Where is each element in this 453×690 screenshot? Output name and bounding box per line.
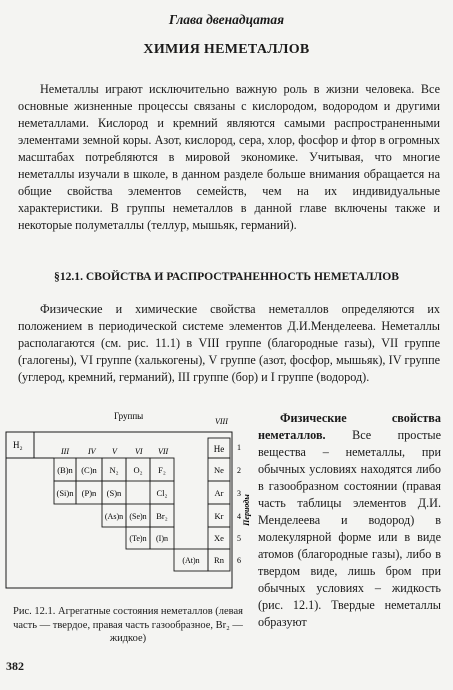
- cell-label: (Si)n: [56, 488, 74, 498]
- cell-label: (Te)n: [129, 534, 147, 543]
- figure-caption: Рис. 12.1. Агрегатные состояния неметаллов (левая часть — твердое, правая часть газообразное, Br₂ — жидкое): [13, 606, 243, 644]
- cell-label: Xe: [214, 533, 224, 543]
- paragraph-body: Все простые вещества – неметаллы, при обычных условиях находятся либо в газообразном состоянии (правая часть таблицы элементов Д.И. Менделеева и водород) в молекулярной форме или в виде атомов (благородные газы), либо в твердом виде, лишь бром при обычных условиях – жидкость (рис. 12.1). Твердые неметаллы образуют: [258, 428, 441, 629]
- period-number-4: 4: [237, 512, 241, 521]
- f2-cell: [150, 458, 174, 481]
- cell-label: He: [213, 444, 225, 454]
- cell-label: Rn: [214, 555, 224, 565]
- s-cell: [102, 481, 126, 504]
- period-number-3: 3: [237, 489, 241, 498]
- period-number-2: 2: [237, 466, 241, 475]
- paragraph-properties: Физические и химические свойства неметаллов определяются их положением в периодической системе элементов Д.И.Менделеева. Неметаллы располагаются (см. рис. 11.1) в VIII группе (благородные газы), VII группе (галогены), VI группе (халькогены), V группе (азот, фосфор, мышьяк), IV группе (углерод, кремний, германий), III группе (бор) и I группе (водород).: [18, 302, 440, 384]
- cell-label: Kr: [214, 511, 224, 521]
- cell-label: (I)n: [156, 534, 168, 543]
- cell-label: O₂: [133, 465, 143, 475]
- te-cell: [126, 527, 150, 549]
- section-heading: ХИМИЯ НЕМЕТАЛЛОВ: [143, 42, 310, 57]
- group-numeral-iii: III: [61, 447, 69, 456]
- rn-cell: [208, 549, 230, 571]
- b-cell: [54, 458, 76, 481]
- as-cell: [102, 504, 126, 527]
- cell-label: Ar: [214, 488, 224, 498]
- period-number-6: 6: [237, 556, 241, 565]
- cell-label: (C)n: [81, 465, 97, 475]
- cell-label: (At)n: [182, 556, 200, 565]
- groups-label: Группы: [114, 411, 144, 421]
- si-cell: [54, 481, 76, 504]
- cell-label: (B)n: [57, 465, 73, 475]
- cell-label: Br₂: [156, 511, 168, 521]
- cell-label: F₂: [158, 465, 166, 475]
- group-numeral-v: V: [112, 447, 117, 456]
- chapter-title: Глава двенадцатая: [168, 12, 285, 27]
- intro-paragraph: Неметаллы играют исключительно важную роль в жизни человека. Все основные жизненные процессы связаны с кислородом, водородом и другими неметаллами. Кислород и кремний являются самыми распространенными элементами земной коры. Азот, кислород, сера, хлор, фосфор и фтор в огромных масштабах потребляются в мировой экономике. Учитывая, что многие неметаллы изучали в школе, в данном разделе больше внимания обращается на общие свойства элементов семейств, чем на их индивидуальные характеристики. В группы неметаллов в данной главе включены также и некоторые полуметаллы (теллур, мышьяк, германий).: [18, 82, 440, 232]
- periodic-table-figure: [4, 410, 254, 600]
- p-cell: [76, 481, 102, 504]
- paragraph-physical-properties: [258, 410, 441, 631]
- paragraph-bold-lead: Физические свойства неметаллов.: [258, 411, 441, 442]
- kr-cell: [208, 504, 230, 527]
- subsection-heading: §12.1. СВОЙСТВА И РАСПРОСТРАНЕННОСТЬ НЕМЕТАЛЛОВ: [54, 270, 399, 283]
- cell-label: Cl₂: [156, 488, 168, 498]
- n2-cell: [102, 458, 126, 481]
- at-cell: [174, 549, 208, 571]
- br2-cell: [150, 504, 174, 527]
- period-number-5: 5: [237, 534, 241, 543]
- period-number-1: 1: [237, 443, 241, 452]
- group-numeral-vi: VI: [135, 447, 143, 456]
- se-cell: [126, 504, 150, 527]
- cell-label: N₂: [109, 465, 119, 475]
- cell-label: (As)n: [104, 512, 124, 521]
- he-cell: [208, 438, 230, 458]
- group-numeral-iv: IV: [88, 447, 96, 456]
- cell-label: (P)n: [81, 488, 97, 498]
- i-cell: [150, 527, 174, 549]
- group-numeral-vii: VII: [158, 447, 169, 456]
- cell-label: (S)n: [106, 488, 122, 498]
- h2-cell: [13, 440, 23, 450]
- xe-cell: [208, 527, 230, 549]
- periods-label: Периоды: [242, 494, 251, 526]
- ar-cell: [208, 481, 230, 504]
- cell-label: Ne: [214, 465, 224, 475]
- o2-cell: [126, 458, 150, 481]
- cell-label: (Se)n: [129, 512, 147, 521]
- ne-cell: [208, 458, 230, 481]
- cl2-cell: [150, 481, 174, 504]
- c-cell: [76, 458, 102, 481]
- cell-label: H₂: [13, 440, 23, 450]
- group-numeral-viii: VIII: [215, 417, 228, 426]
- page-number: 382: [6, 659, 24, 673]
